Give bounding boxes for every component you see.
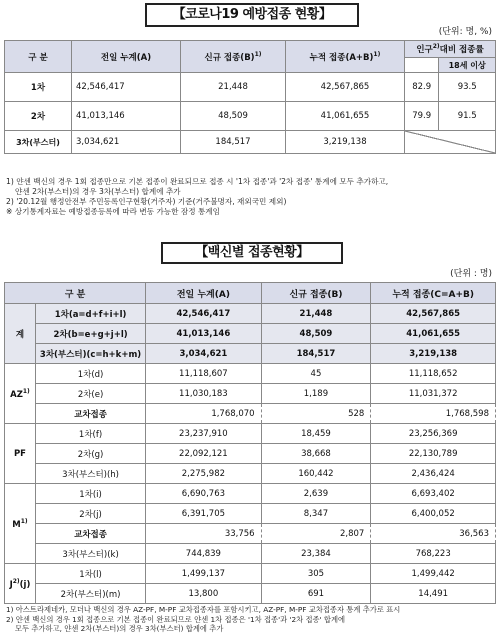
cell-new: 1,189 — [261, 384, 371, 404]
row-label: 1차(a=d+f+i+l) — [35, 304, 145, 324]
cell-cumulative: 41,013,146 — [72, 102, 181, 131]
row-label: 2차(부스터)(m) — [35, 584, 145, 604]
cell-total: 42,567,865 — [371, 304, 496, 324]
row-label: 2차(b=e+g+j+l) — [35, 324, 145, 344]
cell-cumulative: 3,034,621 — [72, 131, 181, 154]
row-label: 1차(d) — [35, 364, 145, 384]
cell-rate18: 93.5 — [439, 73, 496, 102]
row-label: 3차(부스터)(h) — [35, 464, 145, 484]
cell-new: 23,384 — [261, 544, 371, 564]
empty-diagonal-cell — [405, 131, 496, 154]
cell-total: 11,031,372 — [371, 384, 496, 404]
cell-cumulative: 41,013,146 — [146, 324, 261, 344]
cell-new: 160,442 — [261, 464, 371, 484]
cell-total: 23,256,369 — [371, 424, 496, 444]
header-cumulative: 전일 누계(A) — [72, 41, 181, 73]
cell-new: 8,347 — [261, 504, 371, 524]
cell-new: 45 — [261, 364, 371, 384]
header-cumulative: 전일 누계(A) — [146, 283, 261, 304]
cell-total: 22,130,789 — [371, 444, 496, 464]
header-new: 신규 접종(B) — [261, 283, 371, 304]
cell-total: 1,499,442 — [371, 564, 496, 584]
cell-new: 48,509 — [261, 324, 371, 344]
cell-total: 2,436,424 — [371, 464, 496, 484]
note: 1) 얀센 백신의 경우 1회 접종만으로 기본 접종이 완료되므로 접종 시 '1차 접종'과 '2차 접종' 통계에 모두 추가하고, — [6, 177, 389, 186]
section1-unit: (단위: 명, %) — [438, 27, 492, 37]
header-age18: 18세 이상 — [439, 58, 496, 73]
note: ※ 상기통계자료는 예방접종등록에 따라 변동 가능한 잠정 통계임 — [6, 207, 220, 216]
cell-cumulative: 23,237,910 — [146, 424, 261, 444]
cell-new: 184,517 — [261, 344, 371, 364]
cell-new: 38,668 — [261, 444, 371, 464]
cell-rate18: 91.5 — [439, 102, 496, 131]
row-label: 1차(i) — [35, 484, 145, 504]
cell-total: 3,219,138 — [286, 131, 405, 154]
header-new: 신규 접종$(B)^{1)}$ — [181, 41, 286, 73]
row-label-cross: 교차접종 — [35, 524, 145, 544]
row-label: 3차(부스터)(c=h+k+m) — [35, 344, 145, 364]
note: 2) '20.12월 행정안전부 주민등록인구현황(거주자) 기준(거주불명자, 재외국민 제외) — [6, 197, 287, 206]
row-label: 2차(j) — [35, 504, 145, 524]
cell-new: 2,639 — [261, 484, 371, 504]
cell-new: 305 — [261, 564, 371, 584]
cell-cumulative: 33,756 — [146, 524, 261, 544]
cell-new: 18,459 — [261, 424, 371, 444]
cell-cumulative: 42,546,417 — [146, 304, 261, 324]
cell-total: 6,400,052 — [371, 504, 496, 524]
cell-total: 42,567,865 — [286, 73, 405, 102]
cell-total: 41,061,655 — [286, 102, 405, 131]
cell-total: 14,491 — [371, 584, 496, 604]
header-category: 구 분 — [5, 283, 146, 304]
note: 모두 추가하고, 얀센 2차(부스터)의 경우 3차(부스터) 합계에 추가 — [15, 624, 224, 633]
cell-cumulative: 11,030,183 — [146, 384, 261, 404]
row-label: 1차 — [5, 73, 72, 102]
note: 1) 아스트라제네카, 모더나 백신의 경우 AZ-PF, M-PF 교차접종자를 포함시키고, AZ-PF, M-PF 교차접종자 통계 추가로 표시 — [6, 605, 401, 614]
group-m: $M^{1)}$ — [5, 484, 36, 564]
cell-cumulative: 3,034,621 — [146, 344, 261, 364]
section2-notes — [6, 605, 400, 634]
cell-total: 1,768,598 — [371, 404, 496, 424]
row-label: 3차(부스터) — [5, 131, 72, 154]
cell-cumulative: 2,275,982 — [146, 464, 261, 484]
cell-new: 2,807 — [261, 524, 371, 544]
cell-new: 528 — [261, 404, 371, 424]
cell-cumulative: 6,391,705 — [146, 504, 261, 524]
note: 얀센 2차(부스터)의 경우 3차(부스터) 합계에 추가 — [15, 187, 181, 196]
cell-new: 21,448 — [261, 304, 371, 324]
section1-title: 【코로나19 예방접종 현황】 — [145, 3, 359, 27]
section2-unit: (단위 : 명) — [450, 269, 492, 279]
group-pf: PF — [5, 424, 36, 484]
row-label-cross: 교차접종 — [35, 404, 145, 424]
cell-rate: 82.9 — [405, 73, 439, 102]
cell-rate: 79.9 — [405, 102, 439, 131]
group-total: 계 — [5, 304, 36, 364]
row-label: 1차(l) — [35, 564, 145, 584]
row-label: 2차(e) — [35, 384, 145, 404]
header-rate-all — [405, 58, 439, 73]
cell-new: 48,509 — [181, 102, 286, 131]
note: 2) 얀센 백신의 경우 1회 접종으로 기본 접종이 완료되므로 얀센 1차 접종은 '1차 접종'과 '2차 접종' 합계에 — [6, 614, 346, 624]
row-label: 2차 — [5, 102, 72, 131]
row-label: 3차(부스터)(k) — [35, 544, 145, 564]
header-total: 누적 접종(C=A+B) — [371, 283, 496, 304]
cell-cumulative: 13,800 — [146, 584, 261, 604]
cell-cumulative: 42,546,417 — [72, 73, 181, 102]
cell-total: 3,219,138 — [371, 344, 496, 364]
cell-total: 11,118,652 — [371, 364, 496, 384]
row-label: 1차(f) — [35, 424, 145, 444]
cell-cumulative: 11,118,607 — [146, 364, 261, 384]
cell-cumulative: 744,839 — [146, 544, 261, 564]
section2-title: 【백신별 접종현황】 — [161, 242, 343, 264]
cell-total: 768,223 — [371, 544, 496, 564]
cell-total: 6,693,402 — [371, 484, 496, 504]
group-az: AZ$^{1)}$ — [5, 364, 36, 424]
cell-new: 184,517 — [181, 131, 286, 154]
vaccination-status-table — [4, 40, 496, 154]
cell-new: 691 — [261, 584, 371, 604]
cell-new: 21,448 — [181, 73, 286, 102]
header-population-rate: 인구$^{2)}$대비 접종률 — [405, 41, 496, 58]
group-j: $J^{2)}(j)$ — [5, 564, 36, 604]
row-label: 2차(g) — [35, 444, 145, 464]
vaccine-type-table — [4, 282, 496, 604]
cell-cumulative: 1,768,070 — [146, 404, 261, 424]
header-category: 구 분 — [5, 41, 72, 73]
cell-cumulative: 22,092,121 — [146, 444, 261, 464]
cell-total: 36,563 — [371, 524, 496, 544]
cell-cumulative: 6,690,763 — [146, 484, 261, 504]
header-total: 누적 접종$(A+B)^{1)}$ — [286, 41, 405, 73]
cell-total: 41,061,655 — [371, 324, 496, 344]
section1-notes — [6, 177, 388, 217]
cell-cumulative: 1,499,137 — [146, 564, 261, 584]
